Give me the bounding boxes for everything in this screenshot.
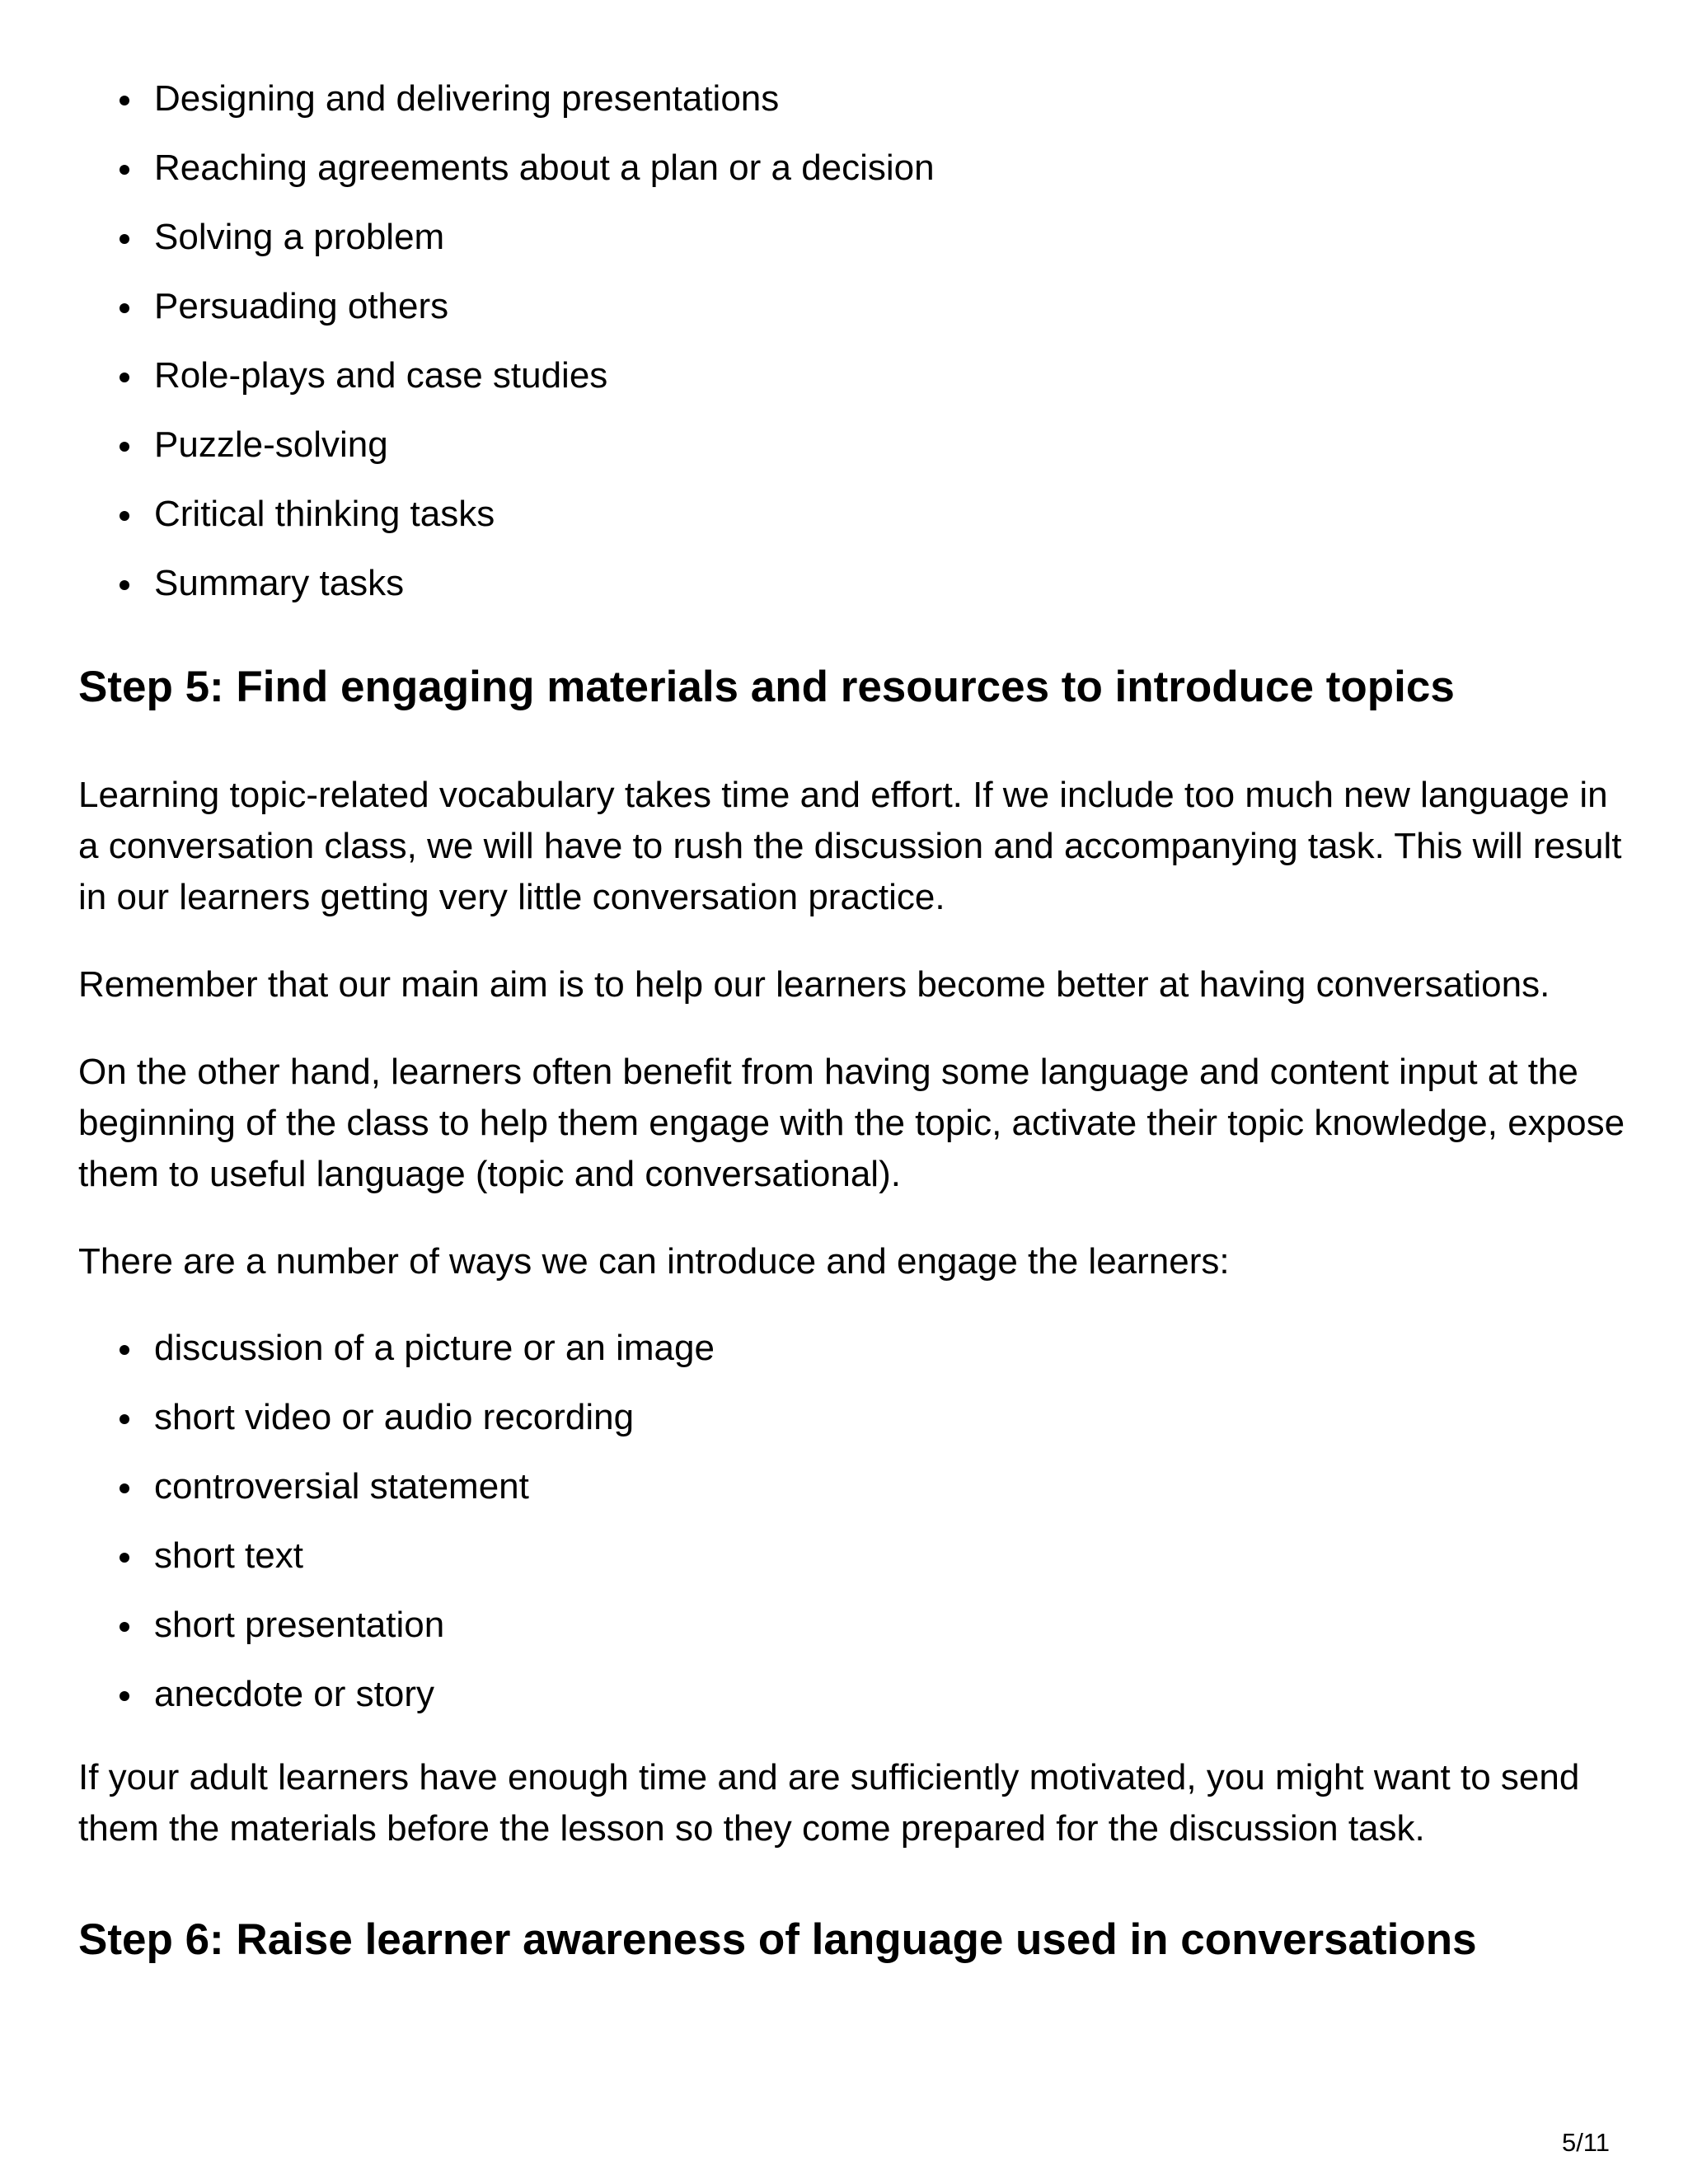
step6-heading: Step 6: Raise learner awareness of language used in conversations: [78, 1915, 1477, 1964]
bullet-icon: [120, 580, 129, 590]
step5-paragraph-3: On the other hand, learners often benefit from having some language and content input at the beginning of the class to help them engage with the topic, activate their topic knowledge, expose them to useful language (topic and conversational).: [78, 1052, 1625, 1194]
step5-paragraph-5: If your adult learners have enough time and are sufficiently motivated, you might want to send them the materials before the lesson so they come prepared for the discussion task.: [78, 1757, 1580, 1849]
bullet-icon: [120, 234, 129, 244]
bullet-icon: [120, 1553, 129, 1563]
list-item: Designing and delivering presentations: [78, 77, 1628, 120]
list-item: Summary tasks: [78, 562, 1628, 605]
bullet-icon: [120, 303, 129, 313]
step5-paragraph-1: Learning topic-related vocabulary takes time and effort. If we include too much new language in a conversation class, we will have to rush the discussion and accompanying task. This will result in our learners getting very little conversation practice.: [78, 775, 1622, 917]
bullet-icon: [120, 165, 129, 175]
task-type-list: [78, 77, 1628, 605]
bullet-icon: [120, 1622, 129, 1632]
bullet-icon: [120, 511, 129, 521]
step5-paragraph-4: There are a number of ways we can introduce and engage the learners:: [78, 1241, 1230, 1282]
list-item: short video or audio recording: [78, 1396, 1628, 1439]
page-number: 5/11: [1561, 2128, 1610, 2157]
list-item: controversial statement: [78, 1465, 1628, 1508]
page-content: [78, 74, 1628, 1966]
step5-paragraph-2: Remember that our main aim is to help our learners become better at having conversations.: [78, 964, 1550, 1005]
list-item: short presentation: [78, 1604, 1628, 1647]
list-item: Critical thinking tasks: [78, 493, 1628, 536]
bullet-icon: [120, 373, 129, 382]
engagement-methods-list: [78, 1327, 1628, 1716]
bullet-icon: [120, 1691, 129, 1701]
bullet-icon: [120, 442, 129, 452]
list-item: anecdote or story: [78, 1673, 1628, 1716]
list-item: Role-plays and case studies: [78, 354, 1628, 397]
bullet-icon: [120, 1345, 129, 1355]
bullet-icon: [120, 1414, 129, 1424]
list-item: discussion of a picture or an image: [78, 1327, 1628, 1370]
list-item: short text: [78, 1535, 1628, 1577]
list-item: Reaching agreements about a plan or a decision: [78, 147, 1628, 190]
list-item: Persuading others: [78, 285, 1628, 328]
bullet-icon: [120, 1483, 129, 1493]
step5-heading: Step 5: Find engaging materials and resources to introduce topics: [78, 663, 1455, 711]
bullet-icon: [120, 96, 129, 105]
list-item: Puzzle-solving: [78, 424, 1628, 466]
list-item: Solving a problem: [78, 216, 1628, 259]
